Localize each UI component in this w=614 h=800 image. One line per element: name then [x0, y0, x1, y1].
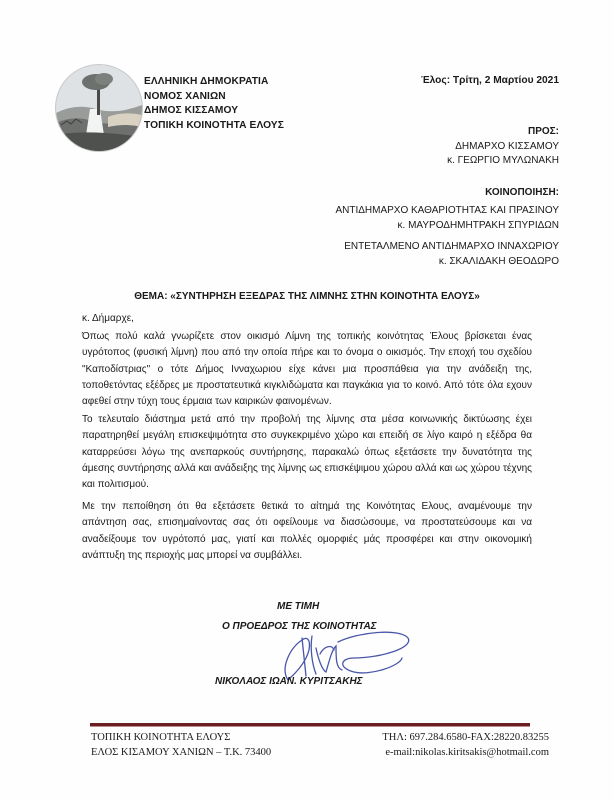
issuer-line: ΔΗΜΟΣ ΚΙΣΣΑΜΟΥ: [144, 105, 239, 116]
salutation: κ. Δήμαρχε,: [82, 313, 134, 324]
issuer-line: ΕΛΛΗΝΙΚΗ ΔΗΜΟΚΡΑΤΙΑ: [144, 76, 269, 87]
cc-line: ΑΝΤΙΔΗΜΑΡΧΟ ΚΑΘΑΡΙΟΤΗΤΑΣ ΚΑΙ ΠΡΑΣΙΝΟΥ: [335, 205, 559, 216]
cc-label-block: [485, 186, 559, 201]
cc-line: κ. ΣΚΑΛΙΔΑΚΗ ΘΕΟΔΩΡΟ: [438, 255, 559, 267]
issuer-block: [144, 75, 284, 133]
closing-title: Ο ΠΡΟΕΔΡΟΣ ΤΗΣ ΚΟΙΝΟΤΗΤΑΣ: [222, 621, 377, 632]
letter-subject: ΘΕΜΑ: «ΣΥΝΤΗΡΗΣΗ ΕΞΕΔΡΑΣ ΤΗΣ ΛΙΜΝΗΣ ΣΤΗΝ ΚΟΙΝΟΤΗΤΑ ΕΛΟΥΣ»: [134, 291, 480, 302]
cc-group: [335, 204, 559, 233]
issuer-line: ΝΟΜΟΣ ΧΑΝΙΩΝ: [144, 90, 226, 102]
to-block: [447, 125, 559, 169]
cc-line: ΕΝΤΕΤΑΛΜΕΝΟ ΑΝΤΙΔΗΜΑΡΧΟ ΙΝΝΑΧΩΡΙΟΥ: [344, 241, 559, 252]
cc-line: κ. ΜΑΥΡΟΔΗΜΗΤΡΑΚΗ ΣΠΥΡΙΔΩΝ: [397, 219, 559, 231]
letter-date: Έλος: Τρίτη, 2 Μαρτίου 2021: [420, 75, 559, 86]
to-line: ΔΗΜΑΡΧΟ ΚΙΣΣΑΜΟΥ: [455, 140, 559, 152]
to-line: κ. ΓΕΩΡΓΙΟ ΜΥΛΩΝΑΚΗ: [447, 155, 559, 166]
municipal-logo-icon: [55, 64, 143, 152]
footer-address: [91, 730, 271, 760]
body-paragraph: Όπως πολύ καλά γνωρίζετε στον οικισμό Λίμνη της τοπικής κοινότητας Έλους βρίσκεται ένας υγρότοπος (φυσική λίμνη) που από την οποία πήρε και το όνομα ο οικισμός. Την εποχή του σχεδίου "Καποδίστριας" ο τότε Δήμος Ινναχωριου είχε κάνει μια προσπάθεια για την ανάδειξη της, τοποθετόντας εξέδρες με προστατευτικά κιγκλιδώματα και παγκάκια για το κοινό. Από τότε όλα εχουν αφεθεί στην τύχη τους έρμαια των καιρικών φαινομένων.: [82, 331, 532, 408]
to-label: ΠΡΟΣ:: [527, 126, 559, 137]
footer-address-line: ΕΛΟΣ ΚΙΣΑΜΟΥ ΧΑΝΙΩΝ – Τ.Κ. 73400: [91, 747, 272, 758]
footer-contact: [382, 730, 549, 760]
footer-email: e-mail:nikolas.kiritsakis@hotmail.com: [385, 747, 549, 758]
body-paragraph: Με την πεποίθηση ότι θα εξετάσετε θετικά το αίτημά της Κοινότητας Ελους, αναμένουμε την απάντηση σας, επισημαίνοντας σας ότι οφείλουμε να διασώσουμε, να προστατεύσουμε και να αναδείξουμε τον υγρότοπό μας, γιατί και πολλές ομορφιές μάς προσφέρει και στην οικονομική ανάπτυξη της περιοχής μας μπορεί να συμβάλλει.: [82, 501, 532, 561]
issuer-line: ΤΟΠΙΚΗ ΚΟΙΝΟΤΗΤΑ ΕΛΟΥΣ: [144, 119, 284, 131]
signatory-name: ΝΙΚΟΛΑΟΣ ΙΩΑΝ. ΚΥΡΙΤΣΑΚΗΣ: [215, 676, 363, 687]
footer-divider: [90, 723, 530, 727]
cc-label: ΚΟΙΝΟΠΟΙΗΣΗ:: [485, 187, 559, 198]
closing-regards: ΜΕ ΤΙΜΗ: [277, 601, 320, 612]
footer-phone-fax: ΤΗΛ: 697.284.6580-FAX:28220.83255: [382, 732, 549, 743]
body-paragraph: Το τελευταίο διάστημα μετά από την προβολή της λίμνης στα μέσα κοινωνικής δικτύωσης έχει παρατηρηθεί μεγάλη επισκεψιμότητα στο συγκεκριμένο χώρο και επειδή σε λίγο καιρό η εξέδρα θα καταρρεύσει λόγω της ανεπαρκούς συντήρησης, παρακαλώ όπως εξετάσετε την δυνατότητα της άμεσης συντήρησης αλλά και ανάδειξης της λίμνης ως επισκέψιμου χώρου αλλά και ως χώρου τέχνης και πολιτισμού.: [82, 414, 532, 491]
footer-address-line: ΤΟΠΙΚΗ ΚΟΙΝΟΤΗΤΑ ΕΛΟΥΣ: [91, 732, 231, 743]
cc-group: [344, 240, 559, 269]
